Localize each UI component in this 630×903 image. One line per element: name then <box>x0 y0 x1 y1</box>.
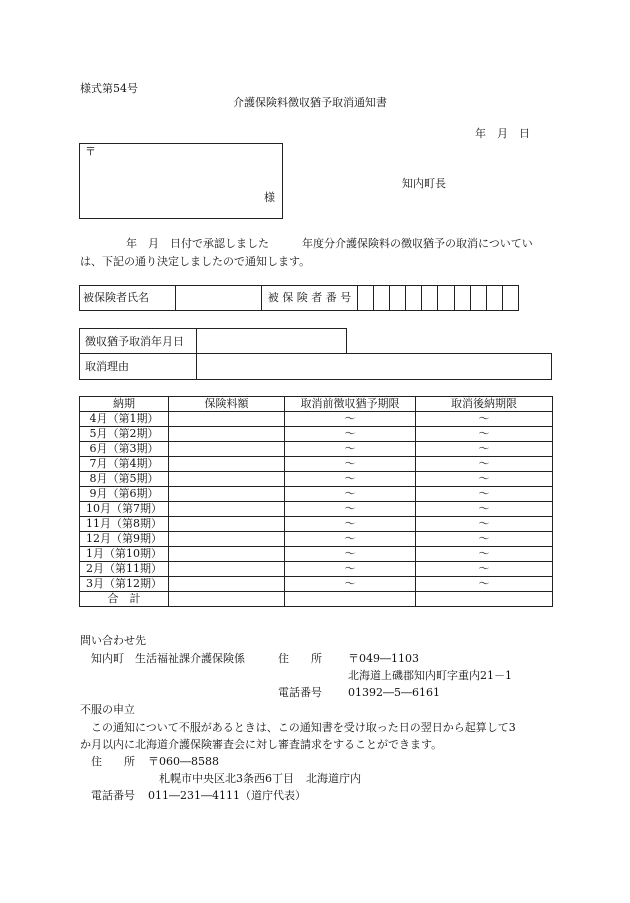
amount-cell[interactable] <box>169 487 285 502</box>
contact-phone: 01392―5―6161 <box>348 686 440 699</box>
period-label: 3月（第12期） <box>80 577 169 592</box>
empty-cell <box>285 592 416 607</box>
contact-heading: 問い合わせ先 <box>80 634 146 647</box>
header-due-period: 納期 <box>80 397 169 412</box>
insured-number-cell[interactable] <box>454 286 470 311</box>
contact-address: 北海道上磯郡知内町字重内21－1 <box>348 669 512 682</box>
document-title: 介護保険料徴収猶予取消通知書 <box>233 96 387 109</box>
contact-address-label: 住 所 <box>278 652 322 665</box>
insured-number-cell[interactable] <box>486 286 502 311</box>
tilde: ～ <box>416 547 553 562</box>
amount-cell[interactable] <box>169 517 285 532</box>
contact-dept: 知内町 生活福祉課介護保険係 <box>91 652 245 665</box>
tilde: ～ <box>416 457 553 472</box>
period-label: 10月（第7期） <box>80 502 169 517</box>
amount-cell[interactable] <box>169 532 285 547</box>
insured-table <box>79 285 519 311</box>
tilde: ～ <box>416 562 553 577</box>
amount-cell[interactable] <box>169 577 285 592</box>
payment-schedule-table <box>79 396 553 607</box>
tilde: ～ <box>285 457 416 472</box>
period-label: 1月（第10期） <box>80 547 169 562</box>
appeal-postal: 〒060―8588 <box>148 755 219 768</box>
insured-number-cell[interactable] <box>438 286 454 311</box>
tilde: ～ <box>285 577 416 592</box>
amount-cell[interactable] <box>169 412 285 427</box>
total-label: 合 計 <box>80 592 169 607</box>
table-row <box>80 427 553 442</box>
table-row <box>80 412 553 427</box>
tilde: ～ <box>285 442 416 457</box>
table-row <box>80 502 553 517</box>
tilde: ～ <box>416 577 553 592</box>
tilde: ～ <box>285 412 416 427</box>
table-row <box>80 442 553 457</box>
appeal-heading: 不服の申立 <box>80 703 135 716</box>
table-row <box>80 562 553 577</box>
table-row-total <box>80 592 553 607</box>
insured-number-label: 被 保 険 者 番 号 <box>262 286 358 311</box>
tilde: ～ <box>416 472 553 487</box>
table-row <box>80 577 553 592</box>
period-label: 8月（第5期） <box>80 472 169 487</box>
recipient-address-box <box>79 143 283 219</box>
appeal-office: 北海道庁内 <box>306 772 361 785</box>
period-label: 4月（第1期） <box>80 412 169 427</box>
tilde: ～ <box>285 547 416 562</box>
amount-cell[interactable] <box>169 427 285 442</box>
table-row <box>80 517 553 532</box>
amount-cell[interactable] <box>169 502 285 517</box>
tilde: ～ <box>285 487 416 502</box>
period-label: 9月（第6期） <box>80 487 169 502</box>
cancel-reason-label: 取消理由 <box>85 360 129 373</box>
table-row <box>80 487 553 502</box>
amount-cell[interactable] <box>169 442 285 457</box>
amount-cell[interactable] <box>169 547 285 562</box>
tilde: ～ <box>416 502 553 517</box>
table-row <box>80 532 553 547</box>
body-line-2: は、下記の通り決定しましたので通知します。 <box>80 255 311 268</box>
amount-cell[interactable] <box>169 457 285 472</box>
table-row <box>80 547 553 562</box>
amount-cell[interactable] <box>169 472 285 487</box>
appeal-line-1: この通知について不服があるときは、この通知書を受け取った日の翌日から起算して3 <box>91 721 516 734</box>
cancel-reason-field[interactable] <box>196 354 551 379</box>
cancel-date-field[interactable] <box>196 329 346 353</box>
tilde: ～ <box>416 487 553 502</box>
header-due-date-after: 取消後納期限 <box>416 397 553 412</box>
empty-cell <box>416 592 553 607</box>
appeal-address: 札幌市中央区北3条西6丁目 <box>159 772 294 785</box>
period-label: 5月（第2期） <box>80 427 169 442</box>
table-row <box>80 457 553 472</box>
appeal-phone: 011―231―4111（道庁代表） <box>148 789 306 802</box>
insured-name-field[interactable] <box>176 286 262 311</box>
tilde: ～ <box>285 517 416 532</box>
issue-date: 年 月 日 <box>475 127 530 140</box>
honorific-sama: 様 <box>264 191 275 204</box>
insured-number-cell[interactable] <box>374 286 390 311</box>
insured-number-cell[interactable] <box>406 286 422 311</box>
period-label: 11月（第8期） <box>80 517 169 532</box>
period-label: 7月（第4期） <box>80 457 169 472</box>
cancel-date-label: 徴収猶予取消年月日 <box>85 335 184 348</box>
tilde: ～ <box>416 412 553 427</box>
insured-number-cell[interactable] <box>502 286 518 311</box>
amount-cell[interactable] <box>169 562 285 577</box>
period-label: 2月（第11期） <box>80 562 169 577</box>
tilde: ～ <box>285 472 416 487</box>
header-deferral-deadline-before: 取消前徴収猶予期限 <box>285 397 416 412</box>
insured-name-label: 被保険者氏名 <box>80 286 176 311</box>
issuer: 知内町長 <box>402 177 446 190</box>
form-number: 様式第54号 <box>80 82 138 95</box>
table-row <box>80 472 553 487</box>
period-label: 6月（第3期） <box>80 442 169 457</box>
insured-number-cell[interactable] <box>470 286 486 311</box>
header-premium-amount: 保険料額 <box>169 397 285 412</box>
appeal-phone-label: 電話番号 <box>91 789 135 802</box>
tilde: ～ <box>285 562 416 577</box>
appeal-line-2: か月以内に北海道介護保険審査会に対し審査請求をすることができます。 <box>80 738 443 751</box>
period-label: 12月（第9期） <box>80 532 169 547</box>
insured-number-cell[interactable] <box>422 286 438 311</box>
insured-number-cell[interactable] <box>390 286 406 311</box>
tilde: ～ <box>416 532 553 547</box>
tilde: ～ <box>285 532 416 547</box>
contact-phone-label: 電話番号 <box>278 686 322 699</box>
tilde: ～ <box>285 427 416 442</box>
appeal-address-label: 住 所 <box>91 755 135 768</box>
tilde: ～ <box>285 502 416 517</box>
tilde: ～ <box>416 517 553 532</box>
tilde: ～ <box>416 442 553 457</box>
contact-postal: 〒049―1103 <box>348 652 419 665</box>
total-amount-cell[interactable] <box>169 592 285 607</box>
body-line-1: 年 月 日付で承認しました 年度分介護保険料の徴収猶予の取消についてい <box>126 237 533 250</box>
tilde: ～ <box>416 427 553 442</box>
insured-number-cell[interactable] <box>358 286 374 311</box>
postal-mark: 〒 <box>85 145 96 158</box>
